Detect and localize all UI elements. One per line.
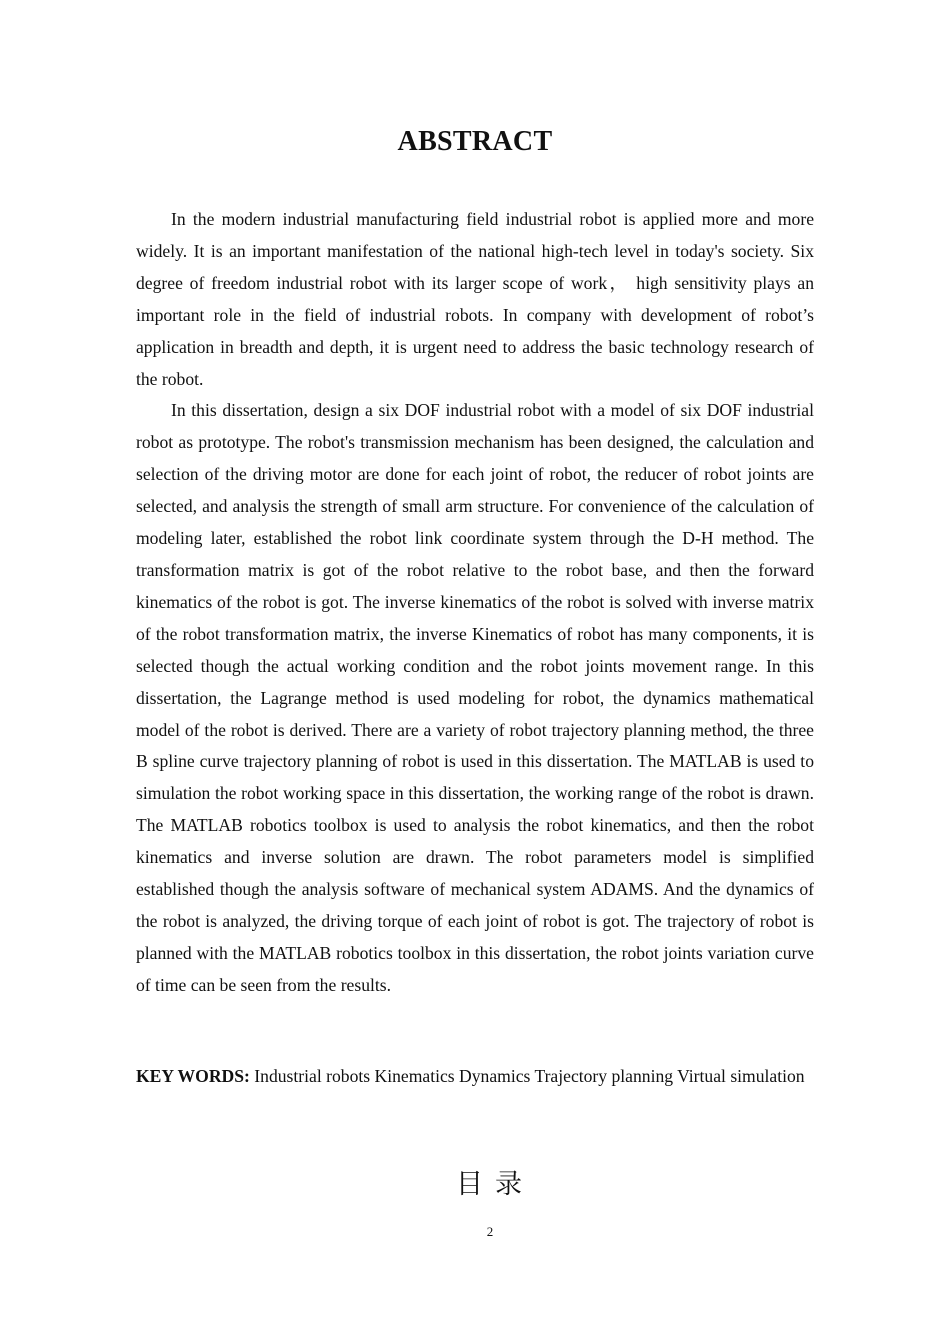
keywords-line	[136, 1060, 814, 1092]
keywords-text: Industrial robots Kinematics Dynamics Trajectory planning Virtual simulation	[254, 1066, 805, 1086]
abstract-paragraph-1: In the modern industrial manufacturing field industrial robot is applied more and more widely. It is an important manifestation of the national high-tech level in today's society. Six degree of freedom industrial robot with its larger scope of work， high sensitivity plays an important role in the field of industrial robots. In company with development of robot’s application in breadth and depth, it is urgent need to address the basic technology research of the robot.	[136, 209, 814, 389]
page-number: 2	[486, 1224, 494, 1239]
abstract-paragraph-2: In this dissertation, design a six DOF industrial robot with a model of six DOF industrial robot as prototype. The robot's transmission mechanism has been designed, the calculation and selection of the driving motor are done for each joint of robot, the reducer of robot joints are selected, and analysis the strength of small arm structure. For convenience of the calculation of modeling later, established the robot link coordinate system through the D-H method. The transformation matrix is got of the robot relative to the robot base, and then the forward kinematics of the robot is got. The inverse kinematics of the robot is solved with inverse matrix of the robot transformation matrix, the inverse Kinematics of robot has many components, it is selected though the actual working condition and the robot joints movement range. In this dissertation, the Lagrange method is used modeling for robot, the dynamics mathematical model of the robot is derived. There are a variety of robot trajectory planning method, the three B spline curve trajectory planning of robot is used in this dissertation. The MATLAB is used to simulation the robot working space in this dissertation, the working range of the robot is drawn. The MATLAB robotics toolbox is used to analysis the robot kinematics, and then the robot kinematics and inverse solution are drawn. The robot parameters model is simplified established though the analysis software of mechanical system ADAMS. And the dynamics of the robot is analyzed, the driving torque of each joint of robot is got. The trajectory of robot is planned with the MATLAB robotics toolbox in this dissertation, the robot joints variation curve of time can be seen from the results.	[136, 400, 814, 995]
abstract-body	[136, 204, 814, 1002]
keywords-label: KEY WORDS:	[136, 1066, 250, 1086]
toc-heading: 目录	[456, 1169, 534, 1200]
abstract-title: ABSTRACT	[397, 126, 553, 157]
